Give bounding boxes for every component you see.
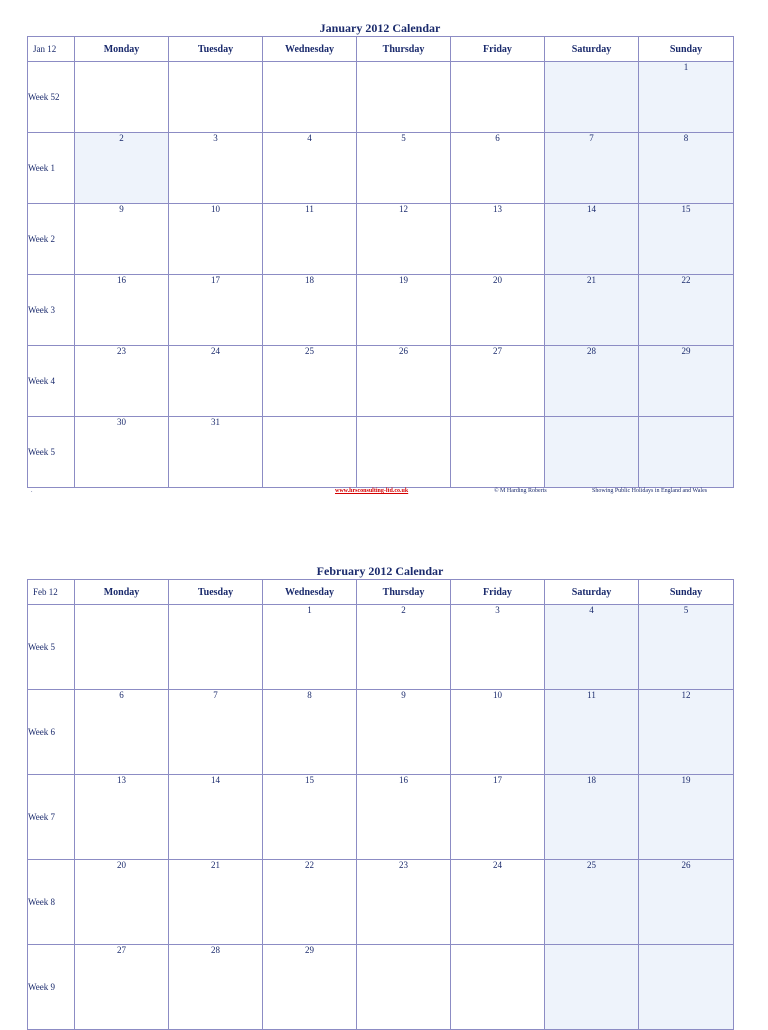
day-cell <box>639 204 734 275</box>
day-cell <box>639 690 734 775</box>
day-number: 11 <box>587 690 596 700</box>
day-header-wednesday: Wednesday <box>263 37 357 62</box>
empty-day-cell <box>451 62 545 133</box>
day-cell <box>75 346 169 417</box>
day-header-thursday: Thursday <box>357 580 451 605</box>
day-cell <box>75 417 169 488</box>
day-cell <box>263 133 357 204</box>
day-header-sunday: Sunday <box>639 580 734 605</box>
january-footer <box>27 488 733 498</box>
day-number: 25 <box>305 346 314 356</box>
day-number: 6 <box>495 133 500 143</box>
day-cell <box>169 860 263 945</box>
day-cell <box>263 275 357 346</box>
empty-day-cell <box>357 62 451 133</box>
day-cell <box>639 346 734 417</box>
footer-copyright: © M Harding Roberts <box>494 488 547 494</box>
january-header-row <box>28 37 734 62</box>
february-grid <box>27 579 734 1030</box>
week-row <box>28 605 734 690</box>
day-number: 16 <box>117 275 126 285</box>
week-label: Week 1 <box>28 133 75 204</box>
week-label: Week 4 <box>28 346 75 417</box>
day-number: 23 <box>117 346 126 356</box>
empty-day-cell <box>639 945 734 1030</box>
day-cell <box>451 133 545 204</box>
day-cell <box>639 860 734 945</box>
day-number: 10 <box>211 204 220 214</box>
day-number: 1 <box>307 605 312 615</box>
day-header-saturday: Saturday <box>545 580 639 605</box>
empty-day-cell <box>545 945 639 1030</box>
empty-day-cell <box>451 945 545 1030</box>
day-number: 13 <box>117 775 126 785</box>
day-cell <box>545 605 639 690</box>
day-number: 21 <box>211 860 220 870</box>
day-cell <box>545 275 639 346</box>
february-title: February 2012 Calendar <box>316 564 444 578</box>
day-number: 5 <box>683 605 689 615</box>
day-cell <box>263 204 357 275</box>
day-header-monday: Monday <box>75 580 169 605</box>
empty-day-cell <box>75 62 169 133</box>
day-header-monday: Monday <box>75 37 169 62</box>
day-cell <box>451 346 545 417</box>
day-cell <box>263 945 357 1030</box>
day-cell <box>451 860 545 945</box>
day-header-tuesday: Tuesday <box>169 580 263 605</box>
day-cell <box>451 204 545 275</box>
week-label: Week 3 <box>28 275 75 346</box>
week-label: Week 6 <box>28 690 75 775</box>
empty-day-cell <box>169 605 263 690</box>
day-number: 16 <box>399 775 408 785</box>
day-number: 4 <box>589 605 594 615</box>
day-number: 6 <box>119 690 124 700</box>
day-cell <box>263 775 357 860</box>
day-number: 22 <box>681 275 691 285</box>
day-cell <box>263 860 357 945</box>
empty-day-cell <box>545 417 639 488</box>
day-cell <box>639 62 734 133</box>
day-number: 8 <box>307 690 312 700</box>
empty-day-cell <box>263 62 357 133</box>
week-label: Week 9 <box>28 945 75 1030</box>
day-cell <box>639 605 734 690</box>
week-row <box>28 204 734 275</box>
day-number: 19 <box>681 775 691 785</box>
day-cell <box>169 945 263 1030</box>
footer-holiday-note: Showing Public Holidays in England and Wales <box>592 488 708 494</box>
day-cell <box>639 275 734 346</box>
day-cell <box>357 346 451 417</box>
day-cell <box>75 775 169 860</box>
week-row <box>28 62 734 133</box>
january-title: January 2012 Calendar <box>319 21 441 35</box>
day-cell <box>263 346 357 417</box>
day-header-thursday: Thursday <box>357 37 451 62</box>
footer-website-link[interactable]: www.hrsconsulting-ltd.co.uk <box>335 488 409 494</box>
day-number: 12 <box>399 204 408 214</box>
empty-day-cell <box>451 417 545 488</box>
day-cell <box>357 605 451 690</box>
day-cell <box>169 690 263 775</box>
day-number: 12 <box>681 690 691 700</box>
day-number: 27 <box>117 945 126 955</box>
day-number: 20 <box>493 275 502 285</box>
february-corner-label: Feb 12 <box>28 580 75 605</box>
day-number: 2 <box>401 605 406 615</box>
week-label: Week 7 <box>28 775 75 860</box>
day-number: 25 <box>587 860 596 870</box>
day-number: 13 <box>493 204 502 214</box>
day-header-tuesday: Tuesday <box>169 37 263 62</box>
week-row <box>28 860 734 945</box>
day-cell <box>357 133 451 204</box>
day-cell <box>75 275 169 346</box>
day-cell <box>545 690 639 775</box>
week-row <box>28 775 734 860</box>
february-header-row <box>28 580 734 605</box>
day-header-sunday: Sunday <box>639 37 734 62</box>
day-number: 9 <box>119 204 124 214</box>
day-cell <box>451 690 545 775</box>
day-cell <box>263 690 357 775</box>
day-cell <box>357 775 451 860</box>
day-number: 23 <box>399 860 408 870</box>
day-number: 3 <box>495 605 500 615</box>
day-cell <box>639 775 734 860</box>
day-cell <box>357 690 451 775</box>
footer-dot: . <box>31 488 33 494</box>
day-number: 19 <box>399 275 408 285</box>
day-cell <box>75 860 169 945</box>
empty-day-cell <box>357 945 451 1030</box>
january-corner-label: Jan 12 <box>28 37 75 62</box>
day-cell <box>169 204 263 275</box>
day-number: 17 <box>211 275 220 285</box>
day-number: 21 <box>587 275 596 285</box>
day-cell <box>451 775 545 860</box>
week-label: Week 2 <box>28 204 75 275</box>
day-number: 26 <box>681 860 691 870</box>
week-label: Week 52 <box>28 62 75 133</box>
week-row <box>28 945 734 1030</box>
day-cell <box>75 690 169 775</box>
week-row <box>28 690 734 775</box>
day-cell <box>169 275 263 346</box>
day-cell <box>545 133 639 204</box>
day-number: 28 <box>211 945 220 955</box>
empty-day-cell <box>545 62 639 133</box>
day-cell <box>75 945 169 1030</box>
day-number: 10 <box>493 690 502 700</box>
day-number: 7 <box>213 690 218 700</box>
day-header-wednesday: Wednesday <box>263 580 357 605</box>
day-header-saturday: Saturday <box>545 37 639 62</box>
day-number: 2 <box>119 133 124 143</box>
day-cell <box>169 346 263 417</box>
day-number: 24 <box>211 346 220 356</box>
day-cell <box>357 275 451 346</box>
day-number: 11 <box>305 204 314 214</box>
day-number: 24 <box>493 860 502 870</box>
day-cell <box>545 775 639 860</box>
day-number: 31 <box>211 417 220 427</box>
day-number: 14 <box>211 775 220 785</box>
day-cell <box>169 775 263 860</box>
day-number: 3 <box>213 133 218 143</box>
day-number: 29 <box>681 346 691 356</box>
week-row <box>28 133 734 204</box>
week-row <box>28 275 734 346</box>
week-label: Week 5 <box>28 417 75 488</box>
day-number: 1 <box>683 62 689 72</box>
day-cell <box>169 417 263 488</box>
empty-day-cell <box>263 417 357 488</box>
january-grid <box>27 36 734 488</box>
empty-day-cell <box>75 605 169 690</box>
day-cell <box>75 204 169 275</box>
day-number: 29 <box>305 945 314 955</box>
day-number: 26 <box>399 346 408 356</box>
day-number: 18 <box>587 775 596 785</box>
february-body <box>28 605 734 1030</box>
day-cell <box>545 204 639 275</box>
day-cell <box>357 204 451 275</box>
week-label: Week 5 <box>28 605 75 690</box>
day-cell <box>451 275 545 346</box>
day-cell <box>451 605 545 690</box>
day-number: 4 <box>307 133 312 143</box>
day-number: 5 <box>401 133 406 143</box>
day-number: 14 <box>587 204 596 214</box>
day-number: 17 <box>493 775 502 785</box>
day-number: 28 <box>587 346 596 356</box>
day-number: 22 <box>305 860 314 870</box>
day-number: 18 <box>305 275 314 285</box>
day-cell <box>169 133 263 204</box>
january-body <box>28 62 734 488</box>
day-number: 9 <box>401 690 406 700</box>
day-cell <box>545 860 639 945</box>
day-cell <box>545 346 639 417</box>
day-cell <box>357 860 451 945</box>
day-number: 27 <box>493 346 502 356</box>
day-number: 8 <box>683 133 689 143</box>
week-label: Week 8 <box>28 860 75 945</box>
day-number: 30 <box>117 417 126 427</box>
day-number: 20 <box>117 860 126 870</box>
day-header-friday: Friday <box>451 37 545 62</box>
day-number: 7 <box>589 133 594 143</box>
week-row <box>28 346 734 417</box>
day-cell <box>639 133 734 204</box>
empty-day-cell <box>639 417 734 488</box>
empty-day-cell <box>357 417 451 488</box>
day-header-friday: Friday <box>451 580 545 605</box>
day-cell <box>75 133 169 204</box>
day-number: 15 <box>305 775 314 785</box>
day-cell <box>263 605 357 690</box>
day-number: 15 <box>681 204 691 214</box>
week-row <box>28 417 734 488</box>
empty-day-cell <box>169 62 263 133</box>
